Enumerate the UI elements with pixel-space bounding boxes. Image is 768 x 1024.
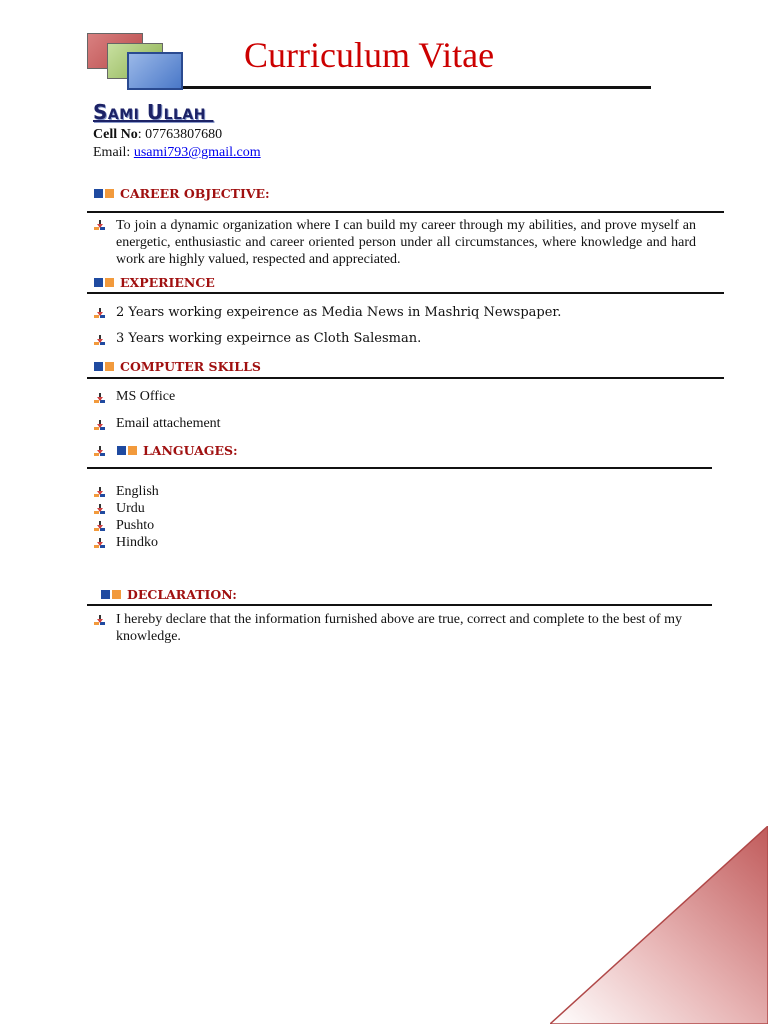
skill-item: Email attachement <box>116 416 221 431</box>
bullet-arrow-icon <box>94 521 105 532</box>
section-heading-experience <box>94 273 215 289</box>
section-heading-declaration <box>101 585 237 601</box>
section-rule <box>87 211 724 213</box>
bullet-arrow-icon <box>94 308 105 319</box>
email-line <box>93 145 261 161</box>
title-rule <box>183 86 651 89</box>
square-blue-icon <box>94 278 103 287</box>
section-rule <box>87 292 724 294</box>
cell-line <box>93 127 222 143</box>
section-heading-computer-skills <box>94 357 261 373</box>
square-blue-icon <box>117 446 126 455</box>
square-blue-icon <box>101 590 110 599</box>
section-label: CAREER OBJECTIVE: <box>120 185 270 201</box>
page-title: Curriculum Vitae <box>244 35 495 75</box>
section-label: COMPUTER SKILLS <box>120 358 261 374</box>
section-label: LANGUAGES: <box>143 442 238 458</box>
corner-triangle <box>550 826 768 1024</box>
square-orange-icon <box>112 590 121 599</box>
section-label: EXPERIENCE <box>120 274 215 290</box>
bullet-arrow-icon <box>94 393 105 404</box>
square-blue-icon <box>94 189 103 198</box>
language-item: English <box>116 484 159 499</box>
email-link[interactable]: usami793@gmail.com <box>133 145 261 160</box>
section-label: DECLARATION: <box>127 586 237 602</box>
square-orange-icon <box>105 189 114 198</box>
square-orange-icon <box>128 446 137 455</box>
bullet-arrow-icon <box>94 487 105 498</box>
square-orange-icon <box>105 362 114 371</box>
section-heading-objective <box>94 184 270 200</box>
language-item: Pushto <box>116 518 155 533</box>
bullet-arrow-icon <box>94 615 105 626</box>
language-item: Urdu <box>116 501 145 516</box>
bullet-arrow-icon <box>94 420 105 431</box>
square-blue-icon <box>94 362 103 371</box>
skill-item: MS Office <box>116 389 176 404</box>
bullet-arrow-icon <box>94 220 105 231</box>
section-rule <box>87 377 724 379</box>
email-label: Email: <box>93 145 134 160</box>
experience-item: 3 Years working expeirnce as Cloth Salesman. <box>116 331 422 346</box>
logo-box-blue <box>127 52 183 90</box>
square-orange-icon <box>105 278 114 287</box>
experience-item: 2 Years working expeirence as Media News in Mashriq Newspaper. <box>116 305 562 320</box>
section-rule <box>87 467 712 469</box>
bullet-arrow-icon <box>94 335 105 346</box>
declaration-text: I hereby declare that the information furnished above are true, correct and complete to the best of my knowledge. <box>116 612 682 644</box>
bullet-arrow-icon <box>94 504 105 515</box>
section-rule <box>87 604 712 606</box>
language-item: Hindko <box>116 535 158 550</box>
section-heading-languages <box>117 441 238 457</box>
bullet-arrow-icon <box>94 446 105 457</box>
cell-value: : 07763807680 <box>137 127 223 142</box>
objective-text: To join a dynamic organization where I can build my career through my abilities, and prove myself an energetic, enthusiastic and career oriented person under all circumstances, where knowledge and hard work are highly valued, respected and appreciated. <box>116 218 696 267</box>
person-name: Sami Ullah <box>93 100 214 124</box>
bullet-arrow-icon <box>94 538 105 549</box>
cell-label: Cell No <box>93 127 138 142</box>
